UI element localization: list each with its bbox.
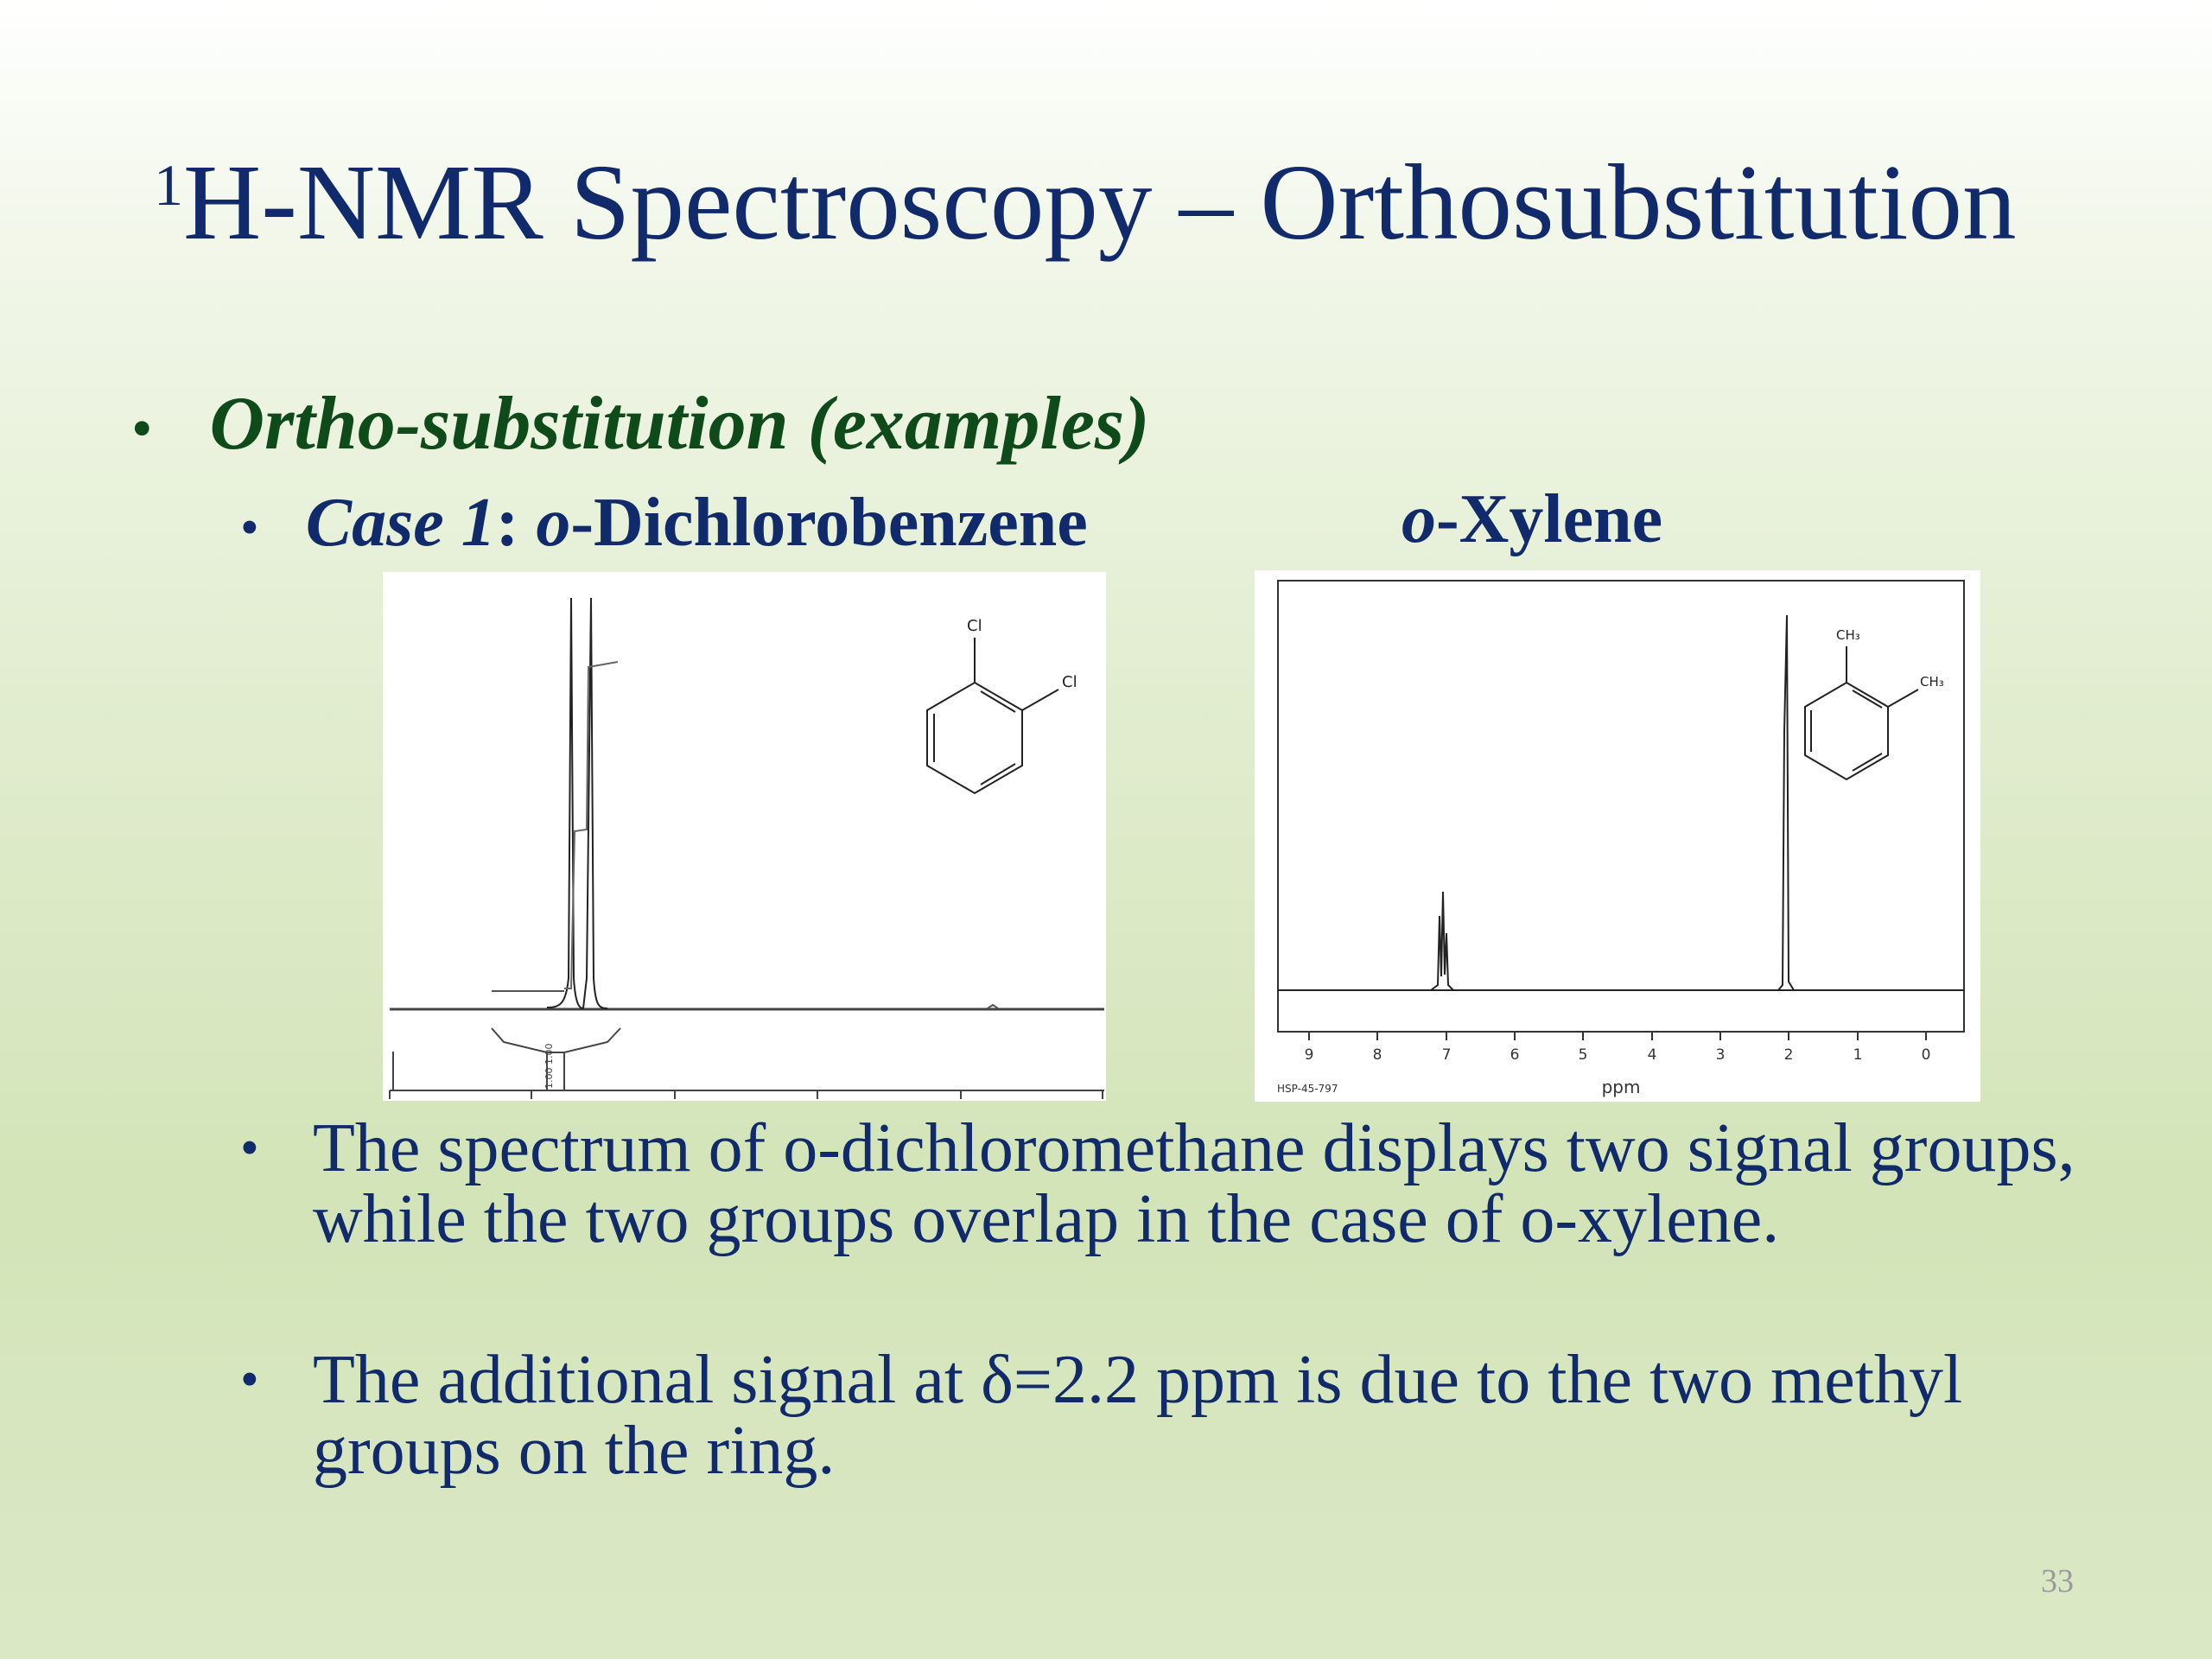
case-separator: : [495, 485, 537, 561]
bullet-marker: • [240, 499, 259, 557]
spectrum-code: HSP-45-797 [1277, 1083, 1338, 1095]
bullet-text: Ortho-substitution (examples) [209, 382, 1150, 466]
bullet-spectrum-comparison [240, 1110, 2115, 1257]
integration-label: 1.00 1.00 [543, 1043, 555, 1089]
xylene-name: -Xylene [1436, 481, 1663, 557]
x-tick-label: 7 [1441, 1046, 1452, 1064]
x-tick-label: 8 [1372, 1046, 1382, 1064]
x-tick-label: 0 [1921, 1046, 1931, 1064]
bullet-case-1 [240, 484, 1088, 563]
cl-label-2: Cl [1062, 673, 1077, 691]
xylene-spectrum [1255, 570, 1980, 1102]
xylene-spectrum-image [1255, 570, 1980, 1102]
cl-label-1: Cl [967, 617, 982, 635]
bullet-methyl-signal [240, 1342, 2115, 1489]
x-tick-label: 3 [1715, 1046, 1726, 1064]
ch3-label-2: CH₃ [1920, 674, 1944, 690]
x-tick-label: 5 [1578, 1046, 1588, 1064]
bullet-marker: • [240, 1351, 259, 1409]
bullet-marker: • [131, 396, 153, 462]
case-label: Case 1 [305, 485, 496, 561]
bullet-ortho-substitution [131, 380, 1149, 467]
compound-name: -Dichlorobenzene [570, 485, 1088, 561]
x-tick-label: 4 [1647, 1046, 1657, 1064]
dichlorobenzene-spectrum [383, 572, 1106, 1101]
page-number: 33 [2041, 1563, 2074, 1599]
x-tick-label: 9 [1304, 1046, 1314, 1064]
x-tick-label: 2 [1783, 1046, 1794, 1064]
dichlorobenzene-spectrum-image [383, 572, 1106, 1101]
ortho-prefix: o [536, 485, 571, 561]
title-superscript: 1 [154, 151, 183, 218]
xylene-heading [1402, 480, 1662, 559]
x-axis-label: ppm [1601, 1077, 1641, 1097]
x-tick-label: 6 [1510, 1046, 1520, 1064]
ortho-prefix: o [1402, 481, 1436, 557]
ch3-label-1: CH₃ [1836, 627, 1860, 643]
bullet-text: The additional signal at δ=2.2 ppm is due to the two methyl groups on the ring. [313, 1342, 1963, 1489]
title-text: H-NMR Spectroscopy – Orthosubstitution [183, 143, 2017, 263]
x-tick-label: 1 [1853, 1046, 1863, 1064]
bullet-text: The spectrum of o-dichloromethane displays two signal groups, while the two groups overlap in the case of o-xylene. [313, 1110, 2075, 1257]
slide-title [154, 138, 2016, 268]
bullet-marker: • [240, 1119, 259, 1178]
